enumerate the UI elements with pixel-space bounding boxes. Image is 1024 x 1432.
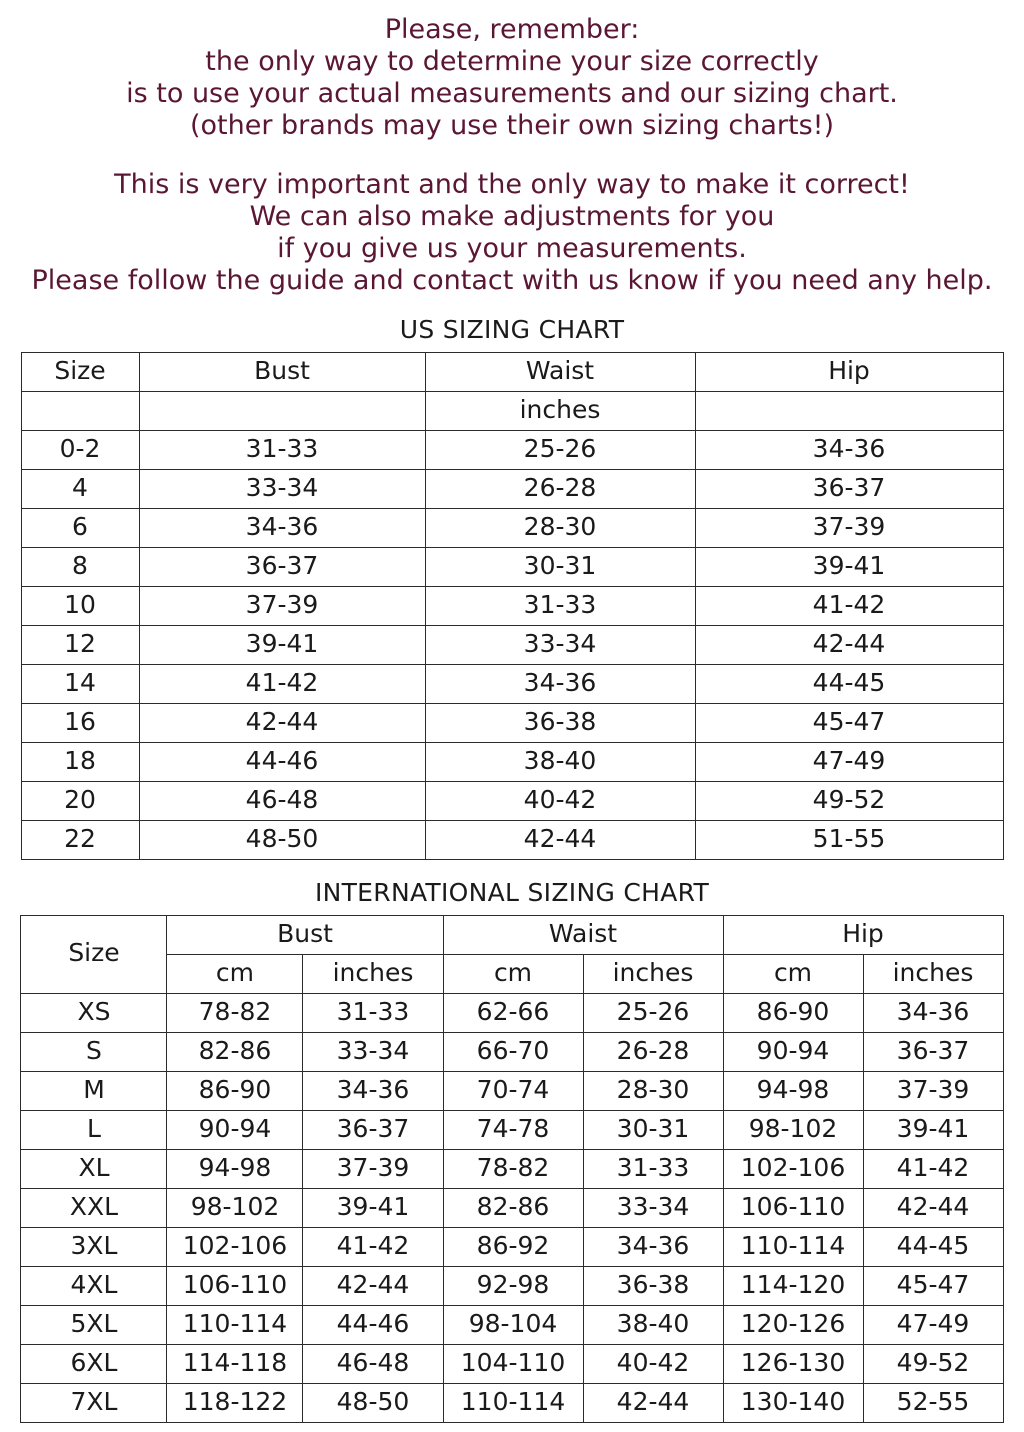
us-cell-bust: 42-44 bbox=[139, 703, 425, 742]
intro-text-block bbox=[0, 0, 1024, 297]
intro-line: We can also make adjustments for you bbox=[249, 201, 775, 233]
us-cell-waist: 40-42 bbox=[425, 781, 695, 820]
intl-cell-hip-in: 42-44 bbox=[863, 1188, 1003, 1227]
intl-cell-bust-in: 33-34 bbox=[303, 1032, 443, 1071]
intl-header-cell: Waist bbox=[443, 915, 723, 954]
us-chart-title: US SIZING CHART bbox=[399, 314, 625, 344]
intl-cell-waist-in: 33-34 bbox=[583, 1188, 723, 1227]
intl-cell-bust-cm: 106-110 bbox=[167, 1266, 303, 1305]
intl-cell-waist-cm: 78-82 bbox=[443, 1149, 583, 1188]
us-cell-hip: 34-36 bbox=[695, 430, 1003, 469]
table-row bbox=[21, 469, 1003, 508]
intl-cell-hip-cm: 114-120 bbox=[723, 1266, 863, 1305]
table-row bbox=[21, 1110, 1003, 1149]
table-row bbox=[21, 586, 1003, 625]
table-row bbox=[21, 1149, 1003, 1188]
intl-cell-hip-cm: 90-94 bbox=[723, 1032, 863, 1071]
intl-cell-waist-cm: 70-74 bbox=[443, 1071, 583, 1110]
intl-cell-bust-cm: 86-90 bbox=[167, 1071, 303, 1110]
intl-cell-waist-cm: 66-70 bbox=[443, 1032, 583, 1071]
us-cell-hip: 49-52 bbox=[695, 781, 1003, 820]
us-cell-size: 4 bbox=[21, 469, 139, 508]
intl-cell-bust-in: 42-44 bbox=[303, 1266, 443, 1305]
us-cell-size: 12 bbox=[21, 625, 139, 664]
intl-cell-hip-in: 45-47 bbox=[863, 1266, 1003, 1305]
intl-cell-hip-cm: 102-106 bbox=[723, 1149, 863, 1188]
intl-cell-waist-cm: 98-104 bbox=[443, 1305, 583, 1344]
us-cell-size: 18 bbox=[21, 742, 139, 781]
table-row bbox=[21, 1266, 1003, 1305]
intl-cell-size: 3XL bbox=[21, 1227, 167, 1266]
intl-cell-bust-cm: 78-82 bbox=[167, 993, 303, 1032]
intl-header-cell: Bust bbox=[167, 915, 443, 954]
intro-line: Please follow the guide and contact with us know if you need any help. bbox=[31, 265, 993, 297]
intro-spacer bbox=[0, 141, 1024, 169]
intl-unit-cell: cm bbox=[167, 954, 303, 993]
intl-cell-hip-in: 52-55 bbox=[863, 1383, 1003, 1422]
intl-cell-waist-cm: 82-86 bbox=[443, 1188, 583, 1227]
intl-cell-size: 4XL bbox=[21, 1266, 167, 1305]
us-cell-bust: 34-36 bbox=[139, 508, 425, 547]
intl-cell-waist-cm: 104-110 bbox=[443, 1344, 583, 1383]
us-cell-hip: 39-41 bbox=[695, 547, 1003, 586]
us-cell-hip: 51-55 bbox=[695, 820, 1003, 859]
intl-cell-hip-in: 44-45 bbox=[863, 1227, 1003, 1266]
us-unit-cell: inches bbox=[425, 391, 695, 430]
intro-line: Please, remember: bbox=[384, 14, 640, 45]
intl-cell-hip-cm: 98-102 bbox=[723, 1110, 863, 1149]
intl-unit-cell: cm bbox=[443, 954, 583, 993]
us-header-cell: Hip bbox=[695, 352, 1003, 391]
intl-cell-waist-in: 30-31 bbox=[583, 1110, 723, 1149]
intl-cell-size: L bbox=[21, 1110, 167, 1149]
intl-cell-hip-in: 37-39 bbox=[863, 1071, 1003, 1110]
intl-cell-hip-cm: 94-98 bbox=[723, 1071, 863, 1110]
intl-cell-waist-cm: 74-78 bbox=[443, 1110, 583, 1149]
intl-cell-hip-in: 47-49 bbox=[863, 1305, 1003, 1344]
table-row bbox=[21, 993, 1003, 1032]
us-unit-cell bbox=[21, 391, 139, 430]
us-cell-hip: 41-42 bbox=[695, 586, 1003, 625]
intl-cell-bust-in: 48-50 bbox=[303, 1383, 443, 1422]
us-unit-cell bbox=[139, 391, 425, 430]
us-cell-bust: 33-34 bbox=[139, 469, 425, 508]
us-cell-size: 10 bbox=[21, 586, 139, 625]
intl-cell-waist-in: 38-40 bbox=[583, 1305, 723, 1344]
intl-header-cell: Hip bbox=[723, 915, 1003, 954]
table-row bbox=[21, 1344, 1003, 1383]
intl-cell-bust-cm: 98-102 bbox=[167, 1188, 303, 1227]
us-cell-hip: 44-45 bbox=[695, 664, 1003, 703]
intl-cell-hip-in: 49-52 bbox=[863, 1344, 1003, 1383]
intl-cell-hip-cm: 86-90 bbox=[723, 993, 863, 1032]
us-cell-size: 6 bbox=[21, 508, 139, 547]
intro-line: (other brands may use their own sizing charts!) bbox=[190, 109, 834, 141]
us-cell-bust: 41-42 bbox=[139, 664, 425, 703]
intl-cell-bust-cm: 90-94 bbox=[167, 1110, 303, 1149]
intl-cell-hip-in: 41-42 bbox=[863, 1149, 1003, 1188]
intl-cell-waist-cm: 92-98 bbox=[443, 1266, 583, 1305]
us-cell-hip: 37-39 bbox=[695, 508, 1003, 547]
us-unit-cell bbox=[695, 391, 1003, 430]
us-cell-waist: 38-40 bbox=[425, 742, 695, 781]
intl-cell-waist-in: 26-28 bbox=[583, 1032, 723, 1071]
table-row bbox=[21, 820, 1003, 859]
intl-cell-waist-in: 25-26 bbox=[583, 993, 723, 1032]
intl-cell-waist-in: 40-42 bbox=[583, 1344, 723, 1383]
us-cell-hip: 36-37 bbox=[695, 469, 1003, 508]
table-row bbox=[21, 508, 1003, 547]
intl-cell-bust-in: 31-33 bbox=[303, 993, 443, 1032]
us-cell-waist: 42-44 bbox=[425, 820, 695, 859]
us-cell-hip: 47-49 bbox=[695, 742, 1003, 781]
intl-cell-hip-cm: 110-114 bbox=[723, 1227, 863, 1266]
intl-unit-cell: inches bbox=[583, 954, 723, 993]
us-cell-waist: 31-33 bbox=[425, 586, 695, 625]
intl-cell-waist-in: 34-36 bbox=[583, 1227, 723, 1266]
intl-cell-waist-in: 42-44 bbox=[583, 1383, 723, 1422]
us-header-cell: Waist bbox=[425, 352, 695, 391]
intl-cell-size: XS bbox=[21, 993, 167, 1032]
international-sizing-table bbox=[20, 915, 1003, 1423]
intl-cell-hip-in: 39-41 bbox=[863, 1110, 1003, 1149]
table-row bbox=[21, 1188, 1003, 1227]
us-cell-waist: 25-26 bbox=[425, 430, 695, 469]
us-cell-bust: 46-48 bbox=[139, 781, 425, 820]
intl-cell-size: XL bbox=[21, 1149, 167, 1188]
intl-cell-waist-in: 36-38 bbox=[583, 1266, 723, 1305]
table-row bbox=[21, 547, 1003, 586]
intl-cell-size: XXL bbox=[21, 1188, 167, 1227]
us-header-row bbox=[21, 352, 1003, 391]
intl-cell-bust-cm: 94-98 bbox=[167, 1149, 303, 1188]
intl-cell-hip-cm: 106-110 bbox=[723, 1188, 863, 1227]
intl-cell-bust-cm: 110-114 bbox=[167, 1305, 303, 1344]
table-row bbox=[21, 1383, 1003, 1422]
intl-chart-title: INTERNATIONAL SIZING CHART bbox=[314, 877, 710, 907]
intl-cell-bust-cm: 102-106 bbox=[167, 1227, 303, 1266]
intl-cell-bust-cm: 82-86 bbox=[167, 1032, 303, 1071]
intl-cell-waist-in: 31-33 bbox=[583, 1149, 723, 1188]
table-row bbox=[21, 1071, 1003, 1110]
table-row bbox=[21, 1227, 1003, 1266]
table-row bbox=[21, 781, 1003, 820]
intl-cell-bust-in: 44-46 bbox=[303, 1305, 443, 1344]
table-row bbox=[21, 742, 1003, 781]
us-cell-bust: 39-41 bbox=[139, 625, 425, 664]
intl-header-cell: Size bbox=[21, 915, 167, 993]
table-row bbox=[21, 703, 1003, 742]
intro-line: This is very important and the only way to make it correct! bbox=[114, 169, 910, 201]
us-cell-bust: 31-33 bbox=[139, 430, 425, 469]
intl-unit-header-row bbox=[21, 954, 1003, 993]
us-cell-waist: 36-38 bbox=[425, 703, 695, 742]
intl-cell-waist-cm: 62-66 bbox=[443, 993, 583, 1032]
intl-cell-bust-in: 39-41 bbox=[303, 1188, 443, 1227]
intro-line: if you give us your measurements. bbox=[277, 233, 747, 265]
intl-cell-size: 5XL bbox=[21, 1305, 167, 1344]
us-cell-waist: 34-36 bbox=[425, 664, 695, 703]
us-cell-waist: 33-34 bbox=[425, 625, 695, 664]
us-cell-waist: 28-30 bbox=[425, 508, 695, 547]
intl-unit-cell: inches bbox=[863, 954, 1003, 993]
intl-cell-hip-cm: 130-140 bbox=[723, 1383, 863, 1422]
us-cell-size: 22 bbox=[21, 820, 139, 859]
us-cell-size: 14 bbox=[21, 664, 139, 703]
intl-cell-bust-cm: 114-118 bbox=[167, 1344, 303, 1383]
intl-cell-hip-in: 34-36 bbox=[863, 993, 1003, 1032]
intl-cell-hip-cm: 126-130 bbox=[723, 1344, 863, 1383]
intl-cell-bust-in: 41-42 bbox=[303, 1227, 443, 1266]
intl-cell-waist-cm: 86-92 bbox=[443, 1227, 583, 1266]
table-row bbox=[21, 1032, 1003, 1071]
intl-unit-cell: cm bbox=[723, 954, 863, 993]
intro-line: the only way to determine your size correctly bbox=[205, 45, 819, 77]
intl-cell-waist-in: 28-30 bbox=[583, 1071, 723, 1110]
intl-cell-size: S bbox=[21, 1032, 167, 1071]
us-cell-waist: 26-28 bbox=[425, 469, 695, 508]
intl-cell-bust-in: 46-48 bbox=[303, 1344, 443, 1383]
table-row bbox=[21, 664, 1003, 703]
us-cell-hip: 45-47 bbox=[695, 703, 1003, 742]
us-cell-bust: 36-37 bbox=[139, 547, 425, 586]
intro-line: is to use your actual measurements and our sizing chart. bbox=[126, 77, 898, 109]
us-header-cell: Bust bbox=[139, 352, 425, 391]
intl-cell-waist-cm: 110-114 bbox=[443, 1383, 583, 1422]
us-cell-hip: 42-44 bbox=[695, 625, 1003, 664]
us-cell-waist: 30-31 bbox=[425, 547, 695, 586]
us-unit-row bbox=[21, 391, 1003, 430]
us-cell-size: 8 bbox=[21, 547, 139, 586]
intl-unit-cell: inches bbox=[303, 954, 443, 993]
us-cell-size: 0-2 bbox=[21, 430, 139, 469]
intl-cell-bust-in: 37-39 bbox=[303, 1149, 443, 1188]
intl-cell-size: 6XL bbox=[21, 1344, 167, 1383]
table-row bbox=[21, 1305, 1003, 1344]
us-cell-bust: 44-46 bbox=[139, 742, 425, 781]
table-row bbox=[21, 430, 1003, 469]
us-cell-size: 20 bbox=[21, 781, 139, 820]
intl-cell-bust-in: 34-36 bbox=[303, 1071, 443, 1110]
intl-cell-hip-in: 36-37 bbox=[863, 1032, 1003, 1071]
us-cell-bust: 37-39 bbox=[139, 586, 425, 625]
intl-group-header-row bbox=[21, 915, 1003, 954]
intl-cell-hip-cm: 120-126 bbox=[723, 1305, 863, 1344]
us-sizing-table bbox=[21, 352, 1004, 860]
us-header-cell: Size bbox=[21, 352, 139, 391]
intl-cell-bust-in: 36-37 bbox=[303, 1110, 443, 1149]
intl-cell-size: M bbox=[21, 1071, 167, 1110]
table-row bbox=[21, 625, 1003, 664]
intl-cell-size: 7XL bbox=[21, 1383, 167, 1422]
intl-cell-bust-cm: 118-122 bbox=[167, 1383, 303, 1422]
us-cell-bust: 48-50 bbox=[139, 820, 425, 859]
us-cell-size: 16 bbox=[21, 703, 139, 742]
